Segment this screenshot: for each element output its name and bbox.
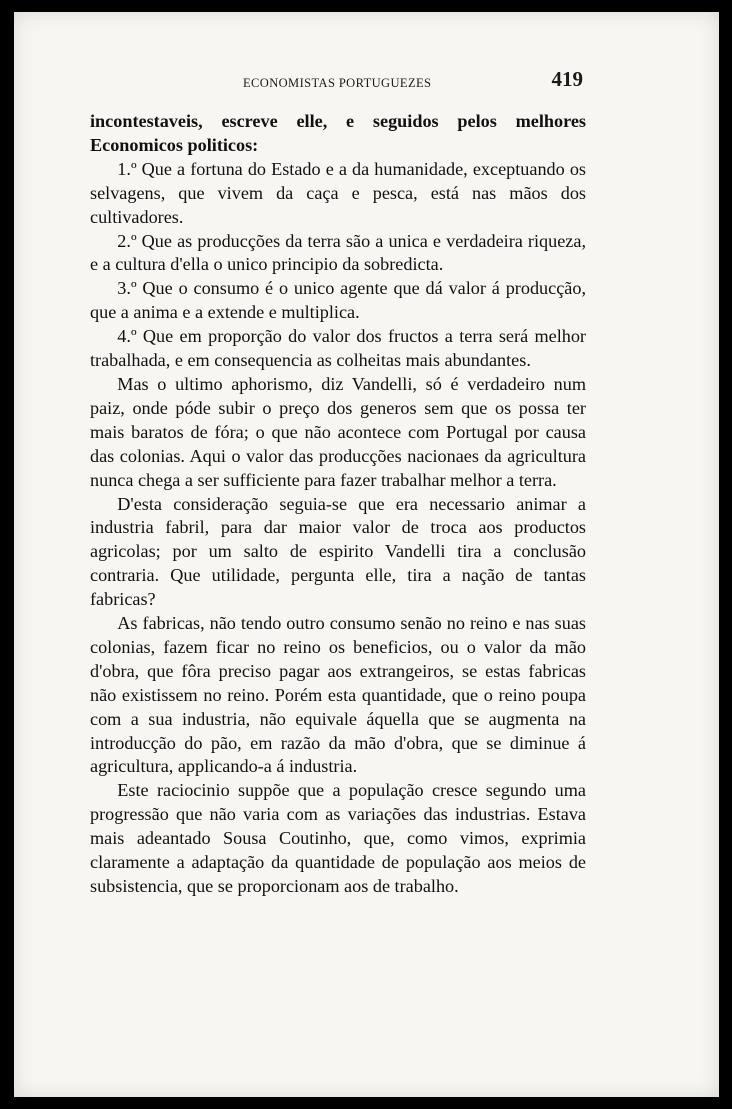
paragraph-aphorism-2: 2.º Que as producções da terra são a unica e verdadeira riqueza, e a cultura d'ella o unico principio da sobredicta. (90, 230, 586, 275)
paragraph-aphorism-3: 3.º Que o consumo é o unico agente que dá valor á producção, que a anima e a extende e multiplica. (90, 278, 586, 323)
page-header (93, 66, 583, 96)
paragraph-aphorism-1: 1.º Que a fortuna do Estado e a da humanidade, exceptuando os selvagens, que vivem da caça e pesca, está nas mãos dos cultivadores. (90, 158, 586, 227)
body-text (90, 110, 586, 899)
paragraph-vandelli-objection: Mas o ultimo aphorismo, diz Vandelli, só é verdadeiro num paiz, onde póde subir o preço dos generos sem que os possa ter mais baratos de fóra; o que não acontece com Portugal por causa das colonias. Aqui o valor das producções nacionaes da agricultura nunca chega a ser sufficiente para fazer trabalhar melhor a terra. (90, 373, 586, 490)
paragraph-aphorism-4: 4.º Que em proporção do valor dos fructos a terra será melhor trabalhada, e em consequencia as colheitas mais abundantes. (90, 326, 586, 371)
paragraph-raciocinio: Este raciocinio suppõe que a população cresce segundo uma progressão que não varia com as variações das industrias. Estava mais adeantado Sousa Coutinho, que, como vimos, exprimia claramente a adaptação da quantidade de população aos meios de subsistencia, que se proporcionam aos de trabalho. (90, 780, 586, 896)
running-title: ECONOMISTAS PORTUGUEZES (243, 76, 432, 90)
paragraph-industria-fabril: D'esta consideração seguia-se que era necessario animar a industria fabril, para dar maior valor de troca aos productos agricolas; por um salto de espirito Vandelli tira a conclusão contraria. Que utilidade, pergunta elle, tira a nação de tantas fabricas? (90, 493, 586, 610)
paragraph-fabricas: As fabricas, não tendo outro consumo senão no reino e nas suas colonias, fazem ficar no reino os beneficios, ou o valor da mão d'obra, que fôra preciso pagar aos extrangeiros, se estas fabricas não existissem no reino. Porém esta quantidade, que o reino poupa com a sua industria, não equivale áquella que se augmenta na introducção do pão, em razão da mão d'obra, que se diminue á agricultura, applicando-a á industria. (90, 613, 586, 777)
page-number: 419 (551, 67, 583, 91)
paragraph-continuation: incontestaveis, escreve elle, e seguidos pelos melhores Economicos politicos: (90, 111, 586, 155)
